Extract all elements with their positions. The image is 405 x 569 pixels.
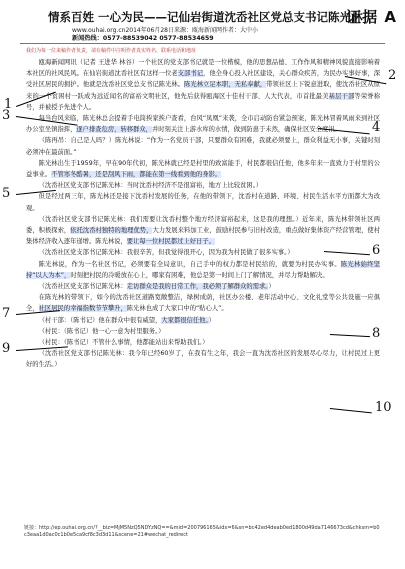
annotation-number: 2 xyxy=(388,68,397,83)
paragraph-text: （沈岙社区党支部书记陈光林：我们需要让沈岙村整个地方经济富裕起来，这是我的理想。）近年来，陈光林带领社区两委，积极探索， xyxy=(26,215,380,235)
paragraph-text: 陈光林也成了大家口中的“贴心人”。 xyxy=(126,305,228,313)
source-link-footer: 链接：http://ep.ouhai.org.cn/?__biz=MjM5NzQ5NDYzNQ==&mid=200796165&idx=6&sn=bc42ed4deab0ed1800d49da7146673cd&chksm=b0c3eaa1d0ac0c1b0e5ca9cf8c3d3d11&scene=21#wechat_redirect xyxy=(24,525,380,538)
paragraph-text: ，他全身心投入社区建设，关心群众疾苦，为民办实事好事，深受社区居民的拥护。他就是沈岙社区党总支书记陈光林。 xyxy=(26,70,381,89)
annotation-number: 8 xyxy=(372,326,381,341)
paragraph-text: （村民：（陈书记）他一心一意为村里服务。） xyxy=(38,327,165,335)
paragraph-text: 但是经过两三年，陈光林还是接下沈岙村发展的任务，在他的带领下，沈岙村在道路、环境、村民生活水平方面都大为改观。 xyxy=(26,193,380,212)
paragraph-text: ） xyxy=(268,283,275,291)
paragraph-text: （沈岙社区党支部书记陈光林： xyxy=(38,283,127,291)
article-body xyxy=(26,57,380,371)
article-paragraph xyxy=(26,191,380,213)
article-paragraph xyxy=(26,135,380,157)
underlined-excerpt: 走访群众是我的日常工作，我必须了解群众的需求。 xyxy=(126,283,269,291)
article-title: 情系百姓 一心为民——记仙岩街道沈岙社区党总支书记陈光林 xyxy=(48,10,363,24)
underlined-excerpt: 大家都很信任他。 xyxy=(161,316,209,324)
article-paragraph xyxy=(26,57,380,113)
article-paragraph xyxy=(26,337,380,348)
article-paragraph xyxy=(26,158,380,180)
paragraph-text: 瓯海新闻网讯（记者 王进华 林谷）一个社区的党支部书记就是一位楷模，他的思想品德、工作作风和精神风貌直接影响着本社区的社风民风。在仙岩街道沈岙社区有这样一位老 xyxy=(26,59,380,78)
underlined-excerpt: 陈光林立足本职，无私奉献， xyxy=(184,81,267,89)
evidence-label: 证据 A xyxy=(346,8,397,26)
paragraph-text: ） xyxy=(208,316,215,324)
paragraph-text: （沈岙社区党支部书记陈光林：我很辛苦，但我觉得很开心，因为我为村民做了很多实事。） xyxy=(38,249,294,257)
header-divider xyxy=(20,43,385,44)
underlined-excerpt: 依托沈岙村独特的地理优势， xyxy=(70,227,153,235)
submission-notice: 我们为每一位来稿作者负责，请在稿件中注明作者真实姓名、联系电话和地址 xyxy=(26,48,197,54)
paragraph-text: 陈光林说，作为一名社区书记，必须要有全局意识，自己手中的权力都是村民给的，就要为村民办实事。 xyxy=(38,260,341,268)
article-paragraph xyxy=(26,180,380,191)
underlined-excerpt: 陈光林始终坚持“以人为本”， xyxy=(26,260,381,279)
paragraph-text: 每当台风来临，陈光林总会提着手电筒挨家挨户查看，台风“凤凰”来袭，全市启动防台紧急预案，陈光林冒着风雨来到社区办公室坐镇指挥， xyxy=(26,115,380,134)
paragraph-text: （村民：（陈书记）不管什么事情，他都能站出来帮助我们。） xyxy=(38,339,209,347)
news-hotline: 新闻热线：0577-88539042 0577-88534659 xyxy=(72,35,214,42)
paragraph-text: 并时刻关注上游水库的水情，做到防患于未然，确保社区安全度汛。 xyxy=(151,126,341,134)
article-paragraph xyxy=(26,259,380,281)
underlined-excerpt: 逐户排查危房，转移群众， xyxy=(76,126,152,134)
paragraph-text: 带领社区上下锐意进取，使沈岙社区从原来的一个贫困村一跃成为远近闻名的富裕文明社区，他先后获得瓯海区十佳村干部、人大代表，市首批最美 xyxy=(26,81,381,100)
annotation-number: 3 xyxy=(2,108,11,123)
paragraph-text: （陈再吊：自己是人吗？）陈光林说：“作为一名党员干部，只要群众有困难，我就必须要上，群众利益无小事，关键时刻必须冲在最前面。” xyxy=(26,137,380,156)
paragraph-text: （沈岙社区党支部书记陈光林：我今年已经60岁了，在我有生之年，我会一直为沈岙社区的发展尽心尽力，让村民过上更好的生活。） xyxy=(26,350,380,369)
annotation-number: 7 xyxy=(2,306,11,321)
paragraph-text: 等荣誉称号，并被授予先进个人。 xyxy=(26,92,381,111)
underlined-excerpt: 基层干部 xyxy=(328,92,355,100)
article-paragraph xyxy=(26,315,380,326)
underlined-excerpt: 不管寒冬酷暑，还是刮风下雨，都能在第一线看到他的身影。 xyxy=(51,171,222,179)
annotation-number: 6 xyxy=(372,243,381,258)
article-paragraph xyxy=(26,113,380,135)
paragraph-text: （沈岙社区党支部书记陈光林：当时沈岙村经济不是很富裕，地方上比较贫困。） xyxy=(38,182,263,190)
article-paragraph xyxy=(26,247,380,258)
article-meta: www.ouhai.org.cn2014年06月28日来源：瓯海新闻网作者：大中小 xyxy=(72,27,258,34)
article-paragraph xyxy=(26,281,380,292)
annotation-number: 9 xyxy=(2,341,11,356)
paragraph-text: 大力发展来料加工业，鼓励村民参与旧村改造，重点做好集体资产经营管理，使村集体经济收入逐年递增。陈光林说， xyxy=(26,227,381,246)
annotation-number: 10 xyxy=(375,400,392,415)
article-paragraph xyxy=(26,348,380,370)
annotation-number: 4 xyxy=(372,120,381,135)
annotation-number: 1 xyxy=(4,97,13,112)
paragraph-text: 陈光林出生于1959年，早在90年代初，陈光林就已经是村里的致富能手，村民都很信任他，他多年来一直致力于村里的公益事业。 xyxy=(26,159,380,179)
paragraph-text: 在陈光林的带领下，如今的沈岙社区道路宽敞整洁，绿树成荫，社区办公楼、老年活动中心、文化礼堂等公共设施一应俱全， xyxy=(26,294,380,313)
article-paragraph xyxy=(26,326,380,337)
underlined-excerpt: 社区居民的幸福指数节节攀升， xyxy=(38,305,127,313)
article-paragraph xyxy=(26,292,380,314)
annotation-number: 5 xyxy=(2,186,11,201)
underlined-excerpt: 支部书记 xyxy=(177,70,204,78)
paragraph-text: （村干部：（陈书记）他在群众中很有威望， xyxy=(38,316,162,324)
underlined-excerpt: 要让每一位村民都过上好日子。 xyxy=(126,238,215,246)
annotation-arrow xyxy=(330,408,372,413)
paragraph-text: 时刻把村民的冷暖放在心上，哪家有困难，他总是第一时间上门了解情况，并尽力帮助解决。 xyxy=(70,271,329,279)
article-paragraph xyxy=(26,214,380,248)
